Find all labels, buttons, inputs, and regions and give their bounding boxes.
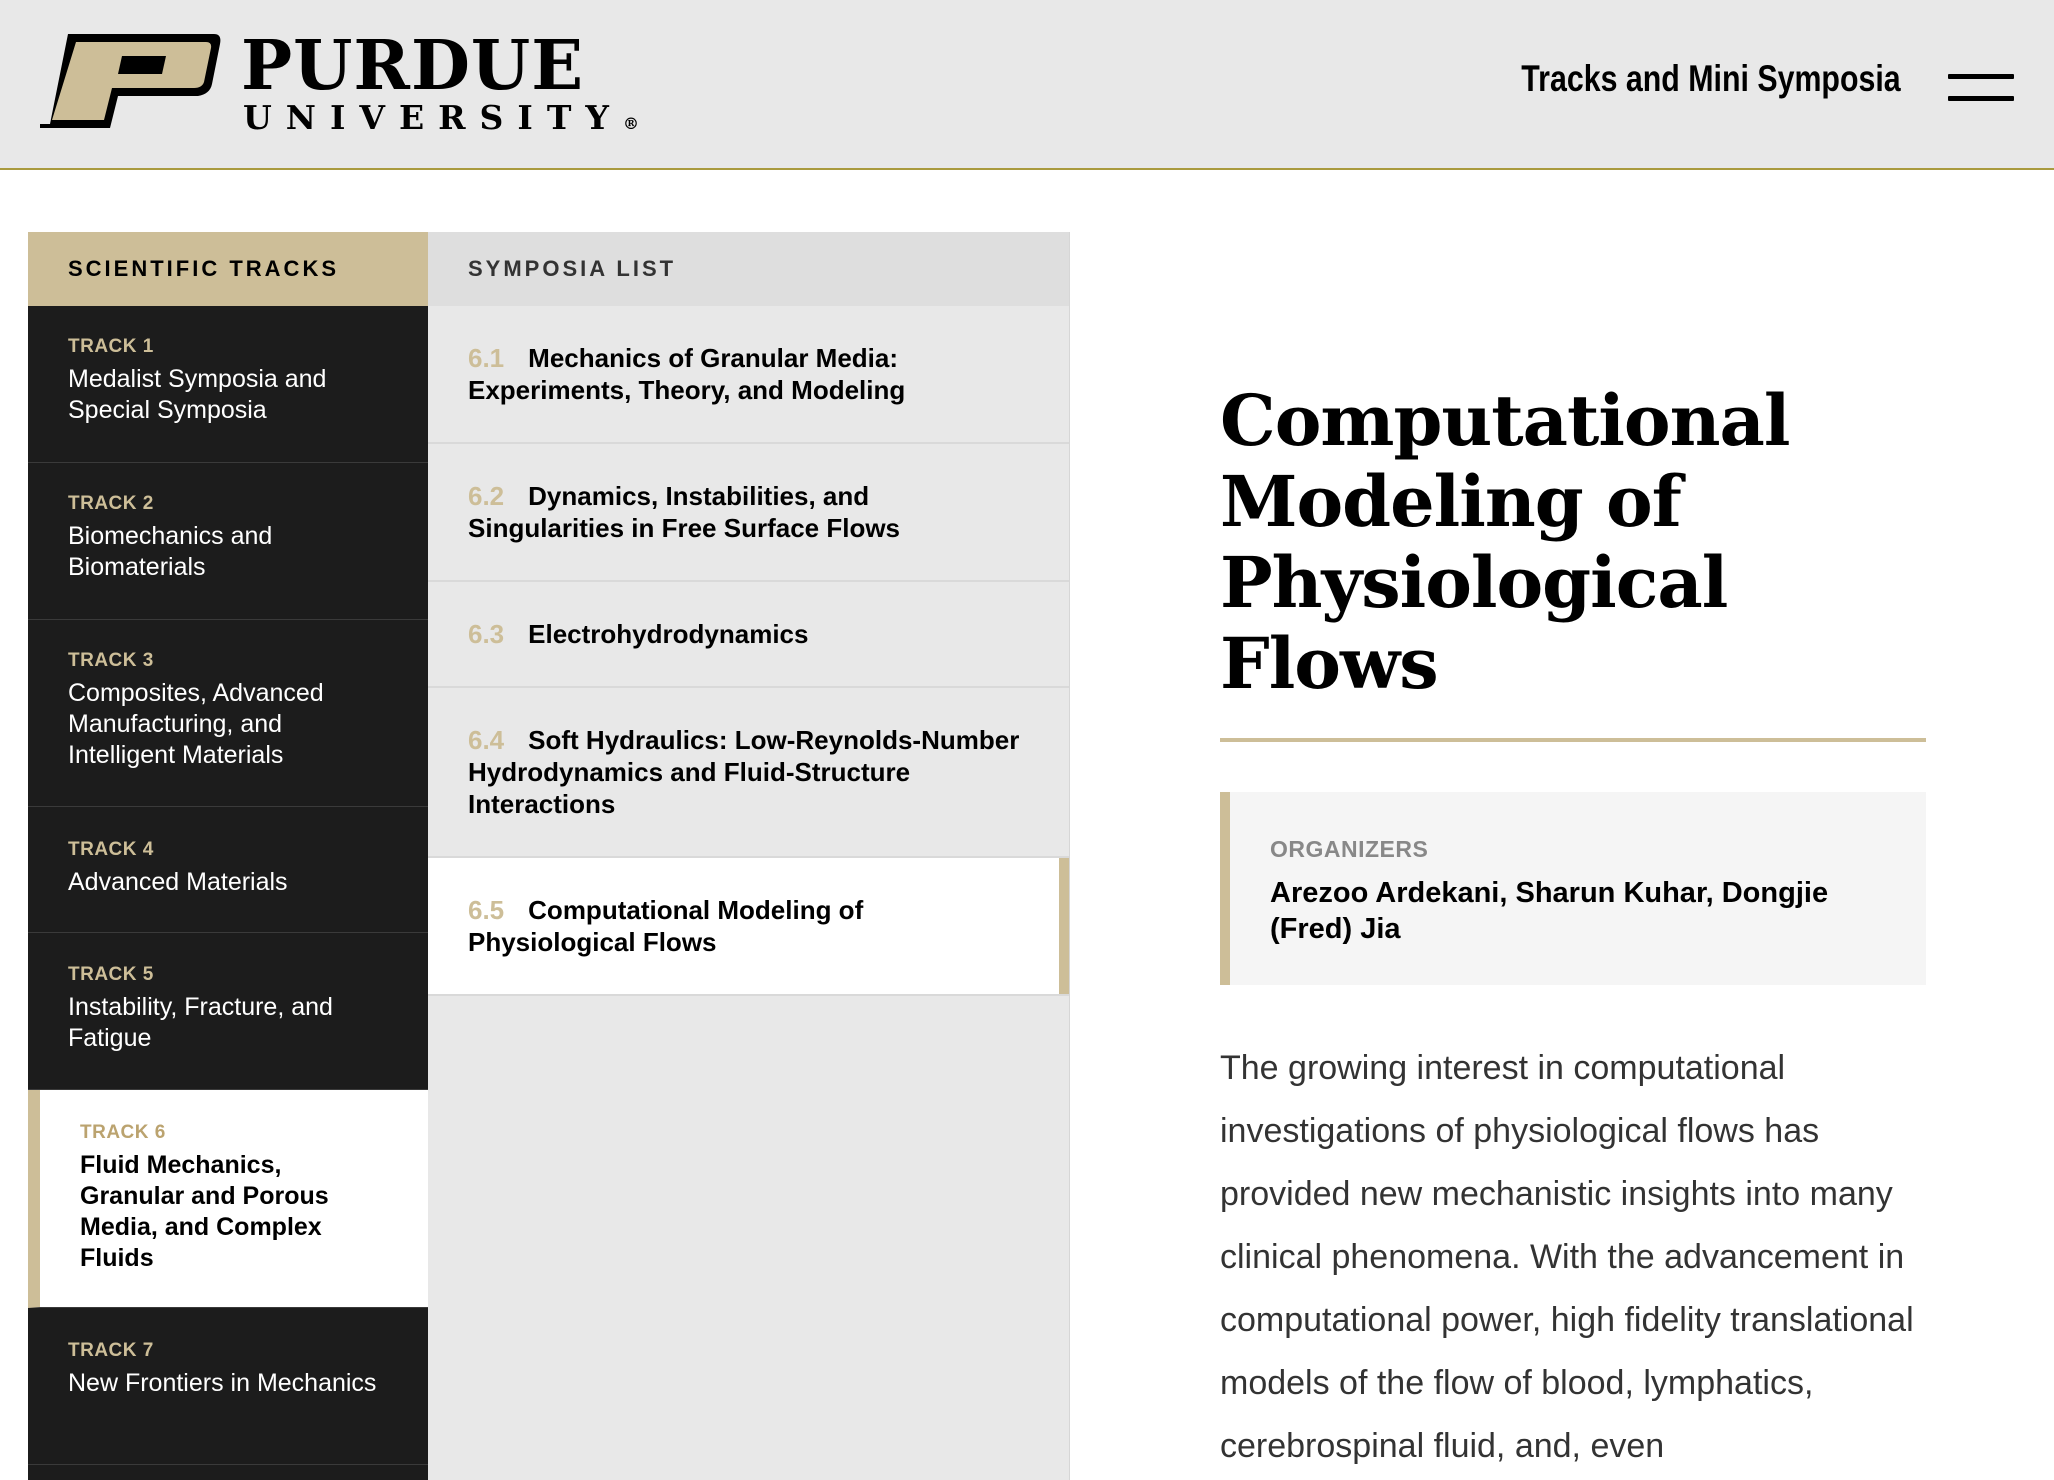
track-item-7[interactable] (28, 1308, 428, 1465)
symposia-heading: SYMPOSIA LIST (428, 232, 1069, 306)
symposium-name: Electrohydrodynamics (528, 619, 809, 649)
symposium-description: The growing interest in computational investigations of physiological flows has provided new mechanistic insights into many clinical phenomena. With the advancement in computational power, high fidelity translational models of the flow of blood, lymphatics, cerebrospinal fluid, and, even (1220, 1049, 1914, 1465)
symposium-detail (1220, 380, 1926, 1478)
tracks-heading: SCIENTIFIC TRACKS (28, 232, 428, 306)
track-item-2[interactable] (28, 463, 428, 620)
track-name: Biomechanics and Biomaterials (68, 522, 273, 581)
purdue-p-icon (38, 32, 222, 132)
track-number: TRACK 7 (68, 1340, 154, 1361)
symposium-item-6-5[interactable] (428, 858, 1069, 996)
organizers-label: ORGANIZERS (1270, 836, 1429, 862)
hamburger-icon[interactable] (1944, 68, 2014, 108)
symposium-name: Dynamics, Instabilities, and Singularities in Free Surface Flows (468, 481, 901, 543)
site-header (0, 0, 2054, 170)
symposium-title: Computational Modeling of Physiological Flows (1220, 379, 1790, 705)
symposium-item-6-2[interactable] (428, 444, 1069, 582)
symposium-text (468, 618, 808, 650)
track-number: TRACK 2 (68, 493, 154, 514)
logo-registered-mark: ® (622, 114, 639, 133)
symposium-text (468, 724, 1029, 820)
symposium-number: 6.4 (468, 725, 505, 755)
symposium-text (468, 342, 1029, 406)
symposium-item-6-1[interactable] (428, 306, 1069, 444)
track-name: Instability, Fracture, and Fatigue (68, 993, 333, 1052)
track-number: TRACK 5 (68, 964, 154, 985)
symposia-list (428, 232, 1070, 1480)
track-name: New Frontiers in Mechanics (68, 1369, 377, 1397)
title-divider (1220, 738, 1926, 742)
track-item-3[interactable] (28, 620, 428, 807)
symposium-number: 6.1 (468, 343, 505, 373)
logo-subtitle-text: UNIVERSITY (243, 98, 623, 137)
symposium-number: 6.3 (468, 619, 505, 649)
track-name: Medalist Symposia and Special Symposia (68, 365, 327, 424)
track-item-4[interactable] (28, 807, 428, 933)
track-number: TRACK 1 (68, 336, 154, 357)
track-name: Fluid Mechanics, Granular and Porous Media, and Complex Fluids (80, 1151, 329, 1272)
hamburger-line (1948, 96, 2014, 101)
symposium-item-6-3[interactable] (428, 582, 1069, 688)
track-item-6[interactable] (28, 1090, 428, 1308)
symposium-name: Computational Modeling of Physiological Flows (468, 895, 864, 957)
logo-wordmark: PURDUE (241, 26, 585, 106)
scientific-tracks-nav (28, 232, 428, 1480)
header-page-title[interactable]: Tracks and Mini Symposia (1521, 58, 1901, 99)
track-number: TRACK 4 (68, 839, 154, 860)
hamburger-line (1948, 74, 2014, 79)
track-item-1[interactable] (28, 306, 428, 463)
track-number: TRACK 3 (68, 650, 154, 671)
symposium-number: 6.2 (468, 481, 505, 511)
symposium-name: Mechanics of Granular Media: Experiments, Theory, and Modeling (468, 343, 906, 405)
track-name: Composites, Advanced Manufacturing, and Intelligent Materials (68, 679, 324, 769)
symposium-text (468, 480, 1029, 544)
organizers-names: Arezoo Ardekani, Sharun Kuhar, Dongjie (Fred) Jia (1270, 877, 1829, 945)
purdue-logo[interactable] (38, 26, 639, 140)
symposium-number: 6.5 (468, 895, 505, 925)
symposium-item-6-4[interactable] (428, 688, 1069, 858)
symposium-name: Soft Hydraulics: Low-Reynolds-Number Hydrodynamics and Fluid-Structure Interactions (468, 725, 1020, 819)
track-number: TRACK 6 (80, 1122, 166, 1143)
logo-subtitle (243, 98, 639, 144)
track-name: Advanced Materials (68, 868, 288, 896)
track-item-5[interactable] (28, 933, 428, 1090)
symposium-text (468, 894, 999, 958)
organizers-box (1220, 792, 1926, 985)
